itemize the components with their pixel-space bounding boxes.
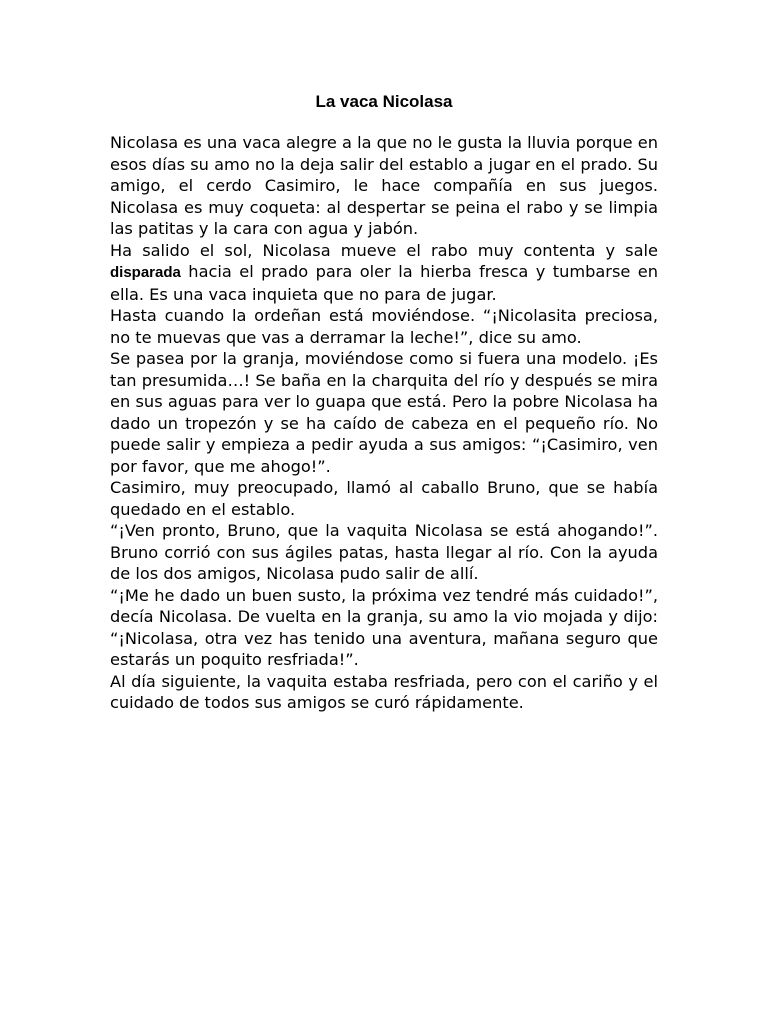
paragraph-1: Nicolasa es una vaca alegre a la que no le gusta la lluvia porque en esos días su amo no la deja salir del establo a jugar en el prado. Su amigo, el cerdo Casimiro, le hace compañía en sus juegos. Nicolasa es muy coqueta: al despertar se peina el rabo y se limpia las patitas y la cara con agua y jabón. [110,133,658,238]
document-title: La vaca Nicolasa [315,92,453,111]
paragraph-6: “¡Ven pronto, Bruno, que la vaquita Nicolasa se está ahogando!”. Bruno corrió con sus ágiles patas, hasta llegar al río. Con la ayuda de los dos amigos, Nicolasa pudo salir de allí. [110,521,658,583]
paragraph-2 [110,240,658,306]
paragraph-7: “¡Me he dado un buen susto, la próxima vez tendré más cuidado!”, decía Nicolasa. De vuelta en la granja, su amo la vio mojada y dijo: “¡Nicolasa, otra vez has tenido una aventura, mañana seguro que estarás un poquito resfriada!”. [110,585,658,669]
paragraph-2-before: Ha salido el sol, Nicolasa mueve el rabo muy contenta y sale [110,240,658,260]
emphasized-word: disparada [110,264,181,281]
story-body [110,132,658,714]
paragraph-8: Al día siguiente, la vaquita estaba resfriada, pero con el cariño y el cuidado de todos sus amigos se curó rápidamente. [110,671,658,712]
paragraph-5: Casimiro, muy preocupado, llamó al caballo Bruno, que se había quedado en el establo. [110,478,658,519]
paragraph-4: Se pasea por la granja, moviéndose como si fuera una modelo. ¡Es tan presumida…! Se baña en la charquita del río y después se mira en sus aguas para ver lo guapa que está. Pero la pobre Nicolasa ha dado un tropezón y se ha caído de cabeza en el pequeño río. No puede salir y empieza a pedir ayuda a sus amigos: “¡Casimiro, ven por favor, que me ahogo!”. [110,349,658,476]
paragraph-2-after: hacia el prado para oler la hierba fresca y tumbarse en ella. Es una vaca inquieta que no para de jugar. [110,262,658,304]
paragraph-3: Hasta cuando la ordeñan está moviéndose. “¡Nicolasita preciosa, no te muevas que vas a derramar la leche!”, dice su amo. [110,306,658,347]
